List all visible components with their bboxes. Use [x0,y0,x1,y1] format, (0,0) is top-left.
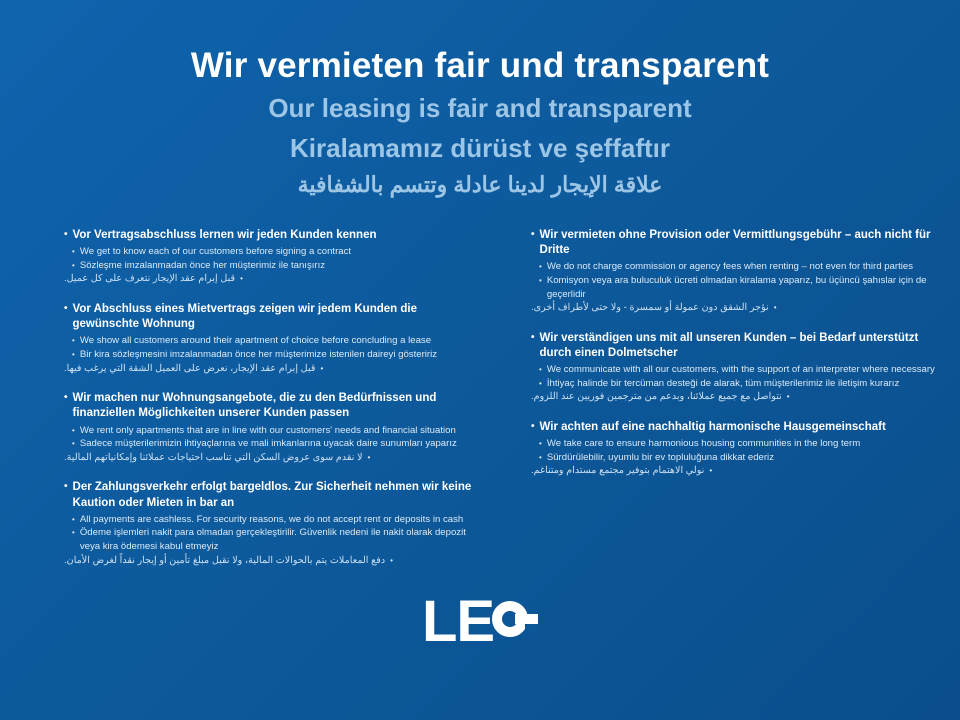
bullet-icon: • [531,420,535,432]
group-line-text: Bir kira sözleşmesini imzalanmadan önce her müşterimize istenilen daireyi gösteririz [79,348,438,360]
headings-block [0,0,960,201]
bullet-icon: • [72,514,75,524]
bullet-icon: • [531,229,535,240]
group-heading [531,228,950,258]
group-heading-text: Vor Vertragsabschluss lernen wir jeden Kunden kennen [72,229,377,241]
group-heading-text: Der Zahlungsverkehr erfolgt bargeldlos. Zur Sicherheit nehmen wir keine Kaution oder Mieten in bar an [72,481,472,509]
group-line-ar [531,390,942,404]
group-line-text: We take care to ensure harmonious housing communities in the long term [546,438,861,450]
column-left [54,228,493,583]
bullet-icon: • [64,481,68,493]
group-line-text: Komisyon veya ara buluculuk ücreti olmadan kiralama yaparız, bu üçüncü şahıslar için de geçerlidir [546,274,927,300]
group-line-text: Sadece müşterilerimizin ihtiyaçlarına ve mali imkanlarına uyacak daire sunumları yaparız [79,438,457,450]
group-heading-text: Vor Abschluss eines Mietvertrags zeigen wir jedem Kunden die gewünschte Wohnung [72,303,417,331]
leg-circle-mark-icon [492,601,538,647]
group-heading-text: Wir vermieten ohne Provision oder Vermittlungsgebühr – auch nicht für Dritte [539,229,931,257]
group-heading [64,302,483,332]
group-line-text: دفع المعاملات يتم بالحوالات المالية، ولا نقبل مبلغ تأمين أو إيجار نقداً لغرض الأمان. [64,554,386,566]
bullet-icon: • [539,365,542,375]
group-heading-text: Wir verständigen uns mit all unseren Kunden – bei Bedarf unterstützt durch einen Dolmetscher [539,331,919,359]
bullet-icon: • [773,303,777,313]
group-heading [64,228,483,243]
bullet-icon: • [531,331,535,343]
column-right [521,228,960,583]
group-heading-text: Wir machen nur Wohnungsangebote, die zu den Bedürfnissen und finanziellen Möglichkeiten unserer Kunden passen [72,392,437,420]
bullet-icon: • [72,260,75,270]
group-line-en [72,245,483,259]
group-line-tr [72,437,483,451]
group-lines [64,513,483,567]
group-lines [64,245,483,286]
bullet-icon: • [64,229,68,240]
bullet-icon: • [72,349,75,359]
group-line-ar [64,554,475,568]
bullet-icon: • [72,336,75,346]
group-line-text: We show all customers around their apartment of choice before concluding a lease [79,335,432,347]
group-line-text: We communicate with all our customers, with the support of an interpreter where necessary [546,364,935,376]
group-line-text: All payments are cashless. For security reasons, we do not accept rent or deposits in cash [79,513,464,525]
group-heading [531,331,950,361]
group-lines [531,437,950,478]
group-line-text: Ödeme işlemleri nakit para olmadan gerçekleştirilir. Güvenlik nedeni ile nakit olarak depozit veya kira ödemesi kabul etmeyiz [79,527,466,552]
list-item [531,420,950,478]
group-line-ar [64,272,475,286]
group-line-ar [64,451,475,465]
group-line-ar [531,301,942,315]
page-title-tr: Kiralamamız dürüst ve şeffaftır [289,133,670,164]
bullet-icon: • [72,247,75,257]
list-item [64,391,483,464]
bullet-icon: • [539,452,542,462]
group-line-tr [72,259,483,273]
bullet-icon: • [72,528,75,538]
group-line-tr [539,451,950,465]
group-line-text: نتواصل مع جميع عملائنا، وبدعم من مترجمين فوريين عند اللزوم. [531,391,782,403]
bullet-icon: • [64,303,68,314]
logo-wordmark [422,588,538,655]
group-line-text: نؤجر الشقق دون عمولة أو سمسرة - ولا حتى لأطراف أخرى. [531,302,769,314]
page-title-ar: علاقة الإيجار لدينا عادلة وتتسم بالشفافية [297,171,663,197]
bullet-icon: • [709,466,713,476]
bullet-icon: • [367,452,371,462]
group-line-text: لا نقدم سوى عروض السكن التي تناسب احتياجات عملائنا وإمكانياتهم المالية. [64,451,363,463]
group-lines [531,260,950,314]
list-item [64,480,483,567]
group-line-tr [72,348,483,362]
group-line-tr [539,274,950,301]
group-heading [64,480,483,510]
group-line-en [539,437,950,451]
group-line-en [539,260,950,274]
group-line-en [72,334,483,348]
group-line-text: We do not charge commission or agency fees when renting – not even for third parties [546,261,913,273]
page-title-de: Wir vermieten fair und transparent [190,46,770,85]
bullet-icon: • [72,439,75,449]
group-line-text: Sözleşme imzalanmadan önce her müşterimiz ile tanışırız [79,259,326,271]
bullet-icon: • [320,363,324,373]
group-lines [64,334,483,375]
group-line-ar [64,362,475,376]
group-line-en [539,363,950,377]
leg-logo [0,588,960,655]
group-line-tr [539,377,950,391]
group-line-text: İhtiyaç halinde bir tercüman desteği de alarak, tüm müşterilerimiz ile iletişim kurarız [546,377,900,389]
bullet-icon: • [539,262,542,272]
group-line-en [72,513,483,527]
bullet-icon: • [240,274,243,284]
bullet-icon: • [64,392,68,404]
bullet-icon: • [539,378,542,388]
group-heading [531,420,950,435]
group-line-text: Sürdürülebilir, uyumlu bir ev topluluğuna dikkat ederiz [546,451,774,463]
bullet-icon: • [539,275,542,285]
bullet-icon: • [539,439,542,449]
group-line-text: قبل إبرام عقد الإيجار نتعرف على كل عميل. [64,273,236,285]
group-line-en [72,424,483,438]
group-heading-text: Wir achten auf eine nachhaltig harmonische Hausgemeinschaft [539,420,886,433]
logo-text: LE [421,589,495,654]
list-item [531,228,950,315]
group-line-ar [531,464,942,478]
group-line-tr [72,526,483,553]
content-columns [0,228,960,583]
bullet-icon: • [390,555,393,565]
group-lines [531,363,950,404]
group-line-text: نولي الاهتمام بتوفير مجتمع مستدام ومتناغم. [531,465,705,477]
bullet-icon: • [72,425,75,435]
page-title-en: Our leasing is fair and transparent [268,93,692,124]
group-line-text: قبل إبرام عقد الإيجار، نعرض على العميل الشقة التي يرغب فيها. [64,362,316,374]
group-lines [64,424,483,465]
group-line-text: We rent only apartments that are in line with our customers' needs and financial situation [79,424,456,436]
list-item [64,302,483,375]
group-line-text: We get to know each of our customers before signing a contract [79,246,352,258]
list-item [531,331,950,404]
bullet-icon: • [786,392,790,402]
list-item [64,228,483,286]
group-heading [64,391,483,421]
